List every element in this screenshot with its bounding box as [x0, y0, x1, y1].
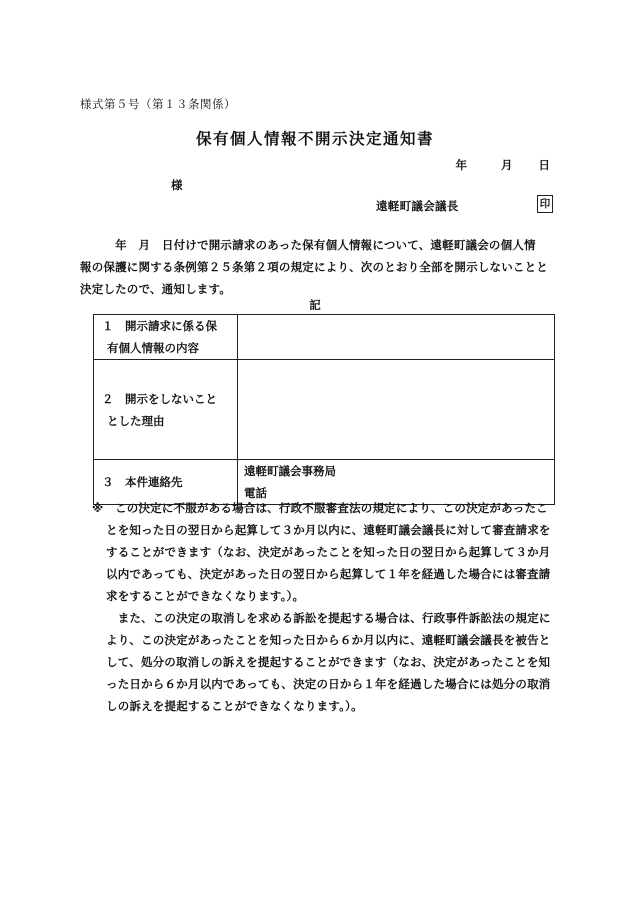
ki-heading: 記 [309, 298, 321, 312]
seal-mark: 印 [537, 195, 553, 213]
note-line: しの訴えを提起することができなくなります。）。 [106, 699, 363, 713]
note-line: また、この決定の取消しを求める訴訟を提起する場合は、行政事件訴訟法の規定に [106, 611, 551, 625]
row-label-line: ３ 本件連絡先 [102, 475, 183, 489]
row-label-cell [94, 360, 238, 460]
body-line: 年 月 日付けで開示請求のあった保有個人情報について、遠軽町議会の個人情 [80, 238, 536, 252]
note-line: して、処分の取消しの訴えを提起することができます（なお、決定があったことを知 [106, 655, 551, 669]
row-label-line: 有個人情報の内容 [107, 341, 199, 355]
note-line: することができます（なお、決定があったことを知った日の翌日から起算して３か月 [106, 545, 551, 559]
contact-office: 遠軽町議会事務局 [244, 464, 336, 478]
note-line: ※ この決定に不服がある場合は、行政不服審査法の規定により、この決定があったこ [92, 501, 548, 515]
row-value-cell [238, 315, 555, 360]
contact-phone-label: 電話 [244, 486, 267, 500]
document-title: 保有個人情報不開示決定通知書 [195, 130, 434, 148]
date-line [456, 157, 551, 173]
date-month-label: 月 [501, 158, 513, 172]
addressee-suffix: 様 [171, 178, 183, 192]
row-label-line: １ 開示請求に係る保 [102, 319, 217, 333]
date-year-label: 年 [455, 158, 467, 172]
table-row [94, 315, 555, 360]
form-number: 様式第５号（第１３条関係） [80, 97, 236, 111]
row-label-line: ２ 開示をしないこと [102, 391, 217, 406]
date-day-label: 日 [538, 158, 550, 172]
table-row [94, 360, 555, 460]
row-value-cell [238, 360, 555, 460]
row-label-cell [94, 315, 238, 360]
details-table [93, 314, 555, 505]
note-line: とを知った日の翌日から起算して３か月以内に、遠軽町議会議長に対して審査請求を [106, 523, 551, 537]
appeal-notes [92, 497, 557, 717]
body-line: 決定したので、通知します。 [80, 282, 231, 296]
row-label-line: とした理由 [107, 413, 165, 428]
issuer-name: 遠軽町議会議長 [376, 199, 459, 213]
note-line: 以内であっても、決定があった日の翌日から起算して１年を経過した場合には審査請 [106, 567, 551, 581]
note-line: 求をすることができなくなります。）。 [106, 589, 305, 603]
notice-body [80, 234, 555, 300]
note-line: った日から６か月以内であっても、決定の日から１年を経過した場合には処分の取消 [106, 677, 551, 691]
body-line: 報の保護に関する条例第２５条第２項の規定により、次のとおり全部を開示しないことと [80, 260, 548, 274]
note-line: より、この決定があったことを知った日から６か月以内に、遠軽町議会議長を被告と [106, 633, 551, 647]
